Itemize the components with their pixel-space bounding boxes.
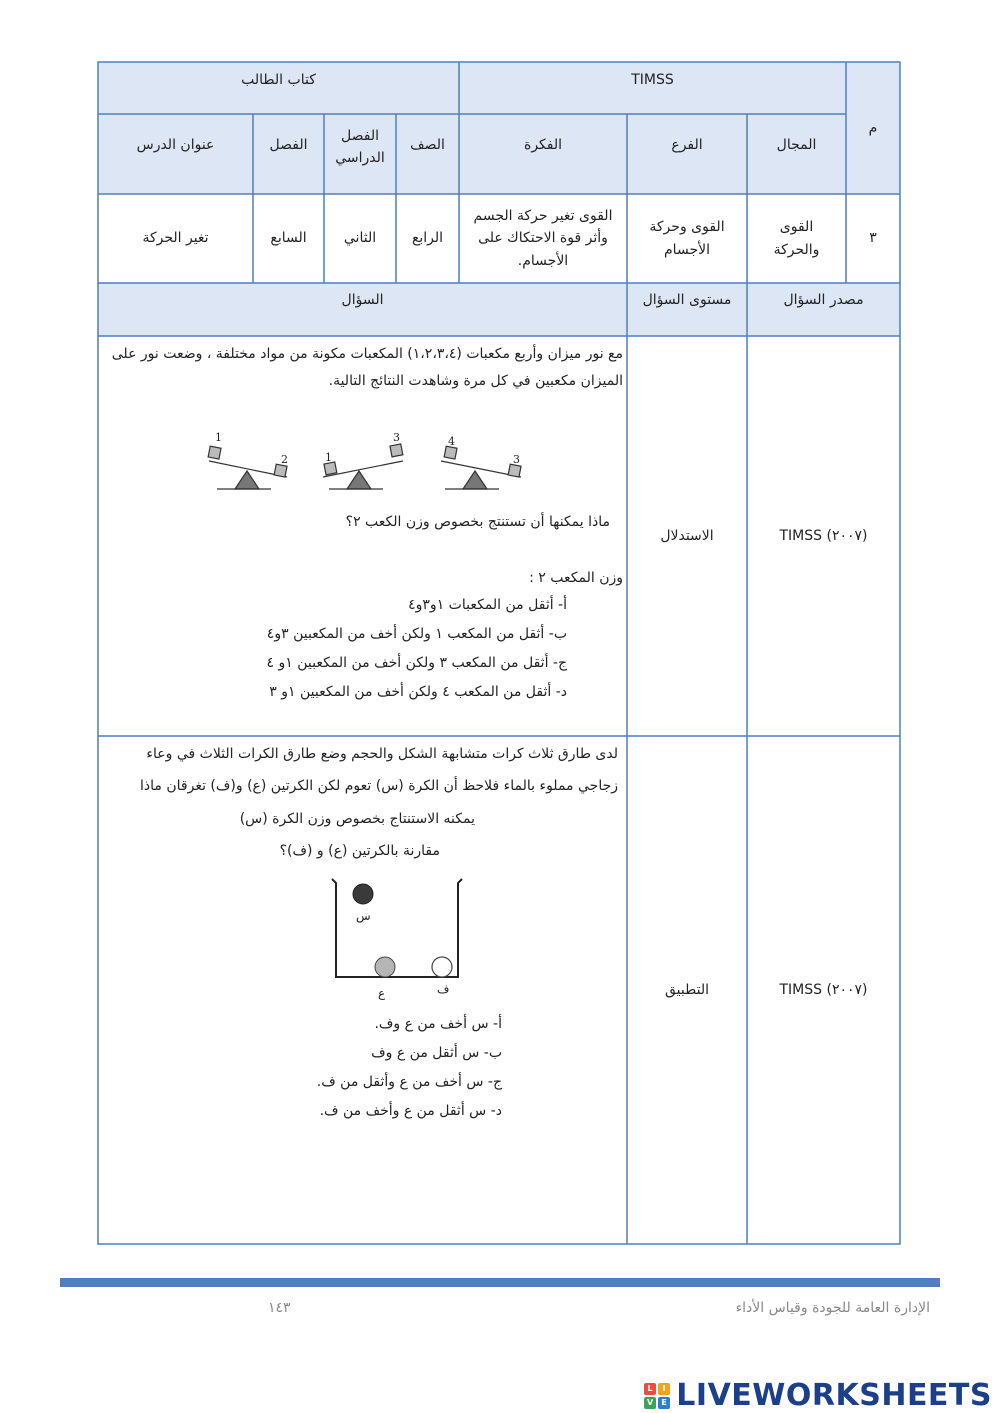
header-timss: TIMSS [631,71,674,88]
row-chapter: السابع [270,230,307,247]
page-number: ١٤٣ [268,1300,291,1316]
row-m: ٣ [869,230,877,247]
header-idea: الفكرة [523,136,563,153]
q2-option-d[interactable]: د- س أثقل من ع وأخف من ف. [319,1103,502,1119]
q2-line4: مقارنة بالكرتين (ع) و (ف)؟ [279,843,440,859]
q1-option-c[interactable]: ج- أثقل من المكعب ٣ ولكن أخف من المكعبين ١و ٤ [266,655,567,671]
q2-source: TIMSS (٢٠٠٧) [779,981,868,998]
liveworksheets-logo [644,1378,992,1413]
header-semester: الفصل الدراسي [335,127,385,166]
footer-org: الإدارة العامة للجودة وقياس الأداء [735,1300,930,1316]
q1-option-d[interactable]: د- أثقل من المكعب ٤ ولكن أخف من المكعبين ١و ٣ [269,684,567,700]
q1-option-a[interactable]: أ- أثقل من المكعبات ١و٣و٤ [408,597,567,613]
balance-2-right-label: 3 [393,431,400,444]
row-lesson-title: تغير الحركة [142,230,209,247]
balance-2-left-label: 1 [325,451,332,464]
q1-level: الاستدلال [660,527,714,544]
q1-question: ماذا يمكنها أن تستنتج بخصوص وزن الكعب ٢؟ [345,514,610,530]
q2-line1: لدى طارق ثلاث كرات متشابهة الشكل والحجم وضع طارق الكرات الثلاث في وعاء [146,746,618,762]
row-semester: الثاني [343,230,377,247]
balance-3-left-label: 4 [448,435,455,448]
header-branch: الفرع [671,136,703,153]
row-domain: القوى والحركة [773,219,820,258]
row-grade: الرابع [411,230,444,247]
header-m: م [868,119,878,136]
subheader-question: السؤال [341,291,384,308]
balances-figure [195,425,535,495]
q1-source: TIMSS (٢٠٠٧) [779,527,868,544]
balance-1-right-label: 2 [281,453,288,466]
balance-3 [441,446,521,489]
brand-text: LIVEWORKSHEETS [676,1378,992,1413]
row-branch: القوى وحركة الأجسام [649,219,725,258]
balance-2 [323,444,403,489]
ball-s [353,884,373,904]
beaker-figure [328,875,468,1000]
q1-option-b[interactable]: ب- أثقل من المكعب ١ ولكن أخف من المكعبين ٣و٤ [266,626,567,642]
q2-option-c[interactable]: ج- س أخف من ع وأثقل من ف. [316,1074,502,1090]
ball-a-label: ع [378,986,386,1000]
q1-stem: وزن المكعب ٢ : [529,570,623,586]
footer-bar [60,1278,940,1287]
ball-s-label: س [356,909,371,923]
q2-option-a[interactable]: أ- س أخف من ع وف. [374,1016,502,1032]
q2-line2: زجاجي مملوء بالماء فلاحظ أن الكرة (س) تعوم لكن الكرتين (ع) و(ف) تغرقان ماذا [140,778,618,794]
q2-level: التطبيق [665,981,709,998]
row-idea: القوى تغير حركة الجسم وأثر قوة الاحتكاك على الأجسام. [473,207,613,269]
balance-3-right-label: 3 [513,453,520,466]
header-lesson-title: عنوان الدرس [136,136,215,153]
ball-f-label: ف [437,982,450,996]
q2-option-b[interactable]: ب- س أثقل من ع وف [371,1045,502,1061]
liveworksheets-icon: L I V E [644,1383,670,1409]
balance-1-left-label: 1 [215,431,222,444]
subheader-level: مستوى السؤال [642,291,732,308]
ball-f [432,957,452,977]
ball-a [375,957,395,977]
header-student-book: كتاب الطالب [241,71,316,88]
q1-line2: الميزان مكعبين في كل مرة وشاهدت النتائج التالية. [328,373,623,389]
header-grade: الصف [410,136,445,153]
header-chapter: الفصل [269,136,308,153]
header-domain: المجال [776,136,817,153]
subheader-source: مصدر السؤال [783,291,864,308]
balance-1 [208,446,287,489]
q1-line1: مع نور ميزان وأربع مكعبات (١،٢،٣،٤) المكعبات مكونة من مواد مختلفة ، وضعت نور على [111,346,623,362]
q2-line3: يمكنه الاستنتاج بخصوص وزن الكرة (س) [239,811,475,827]
